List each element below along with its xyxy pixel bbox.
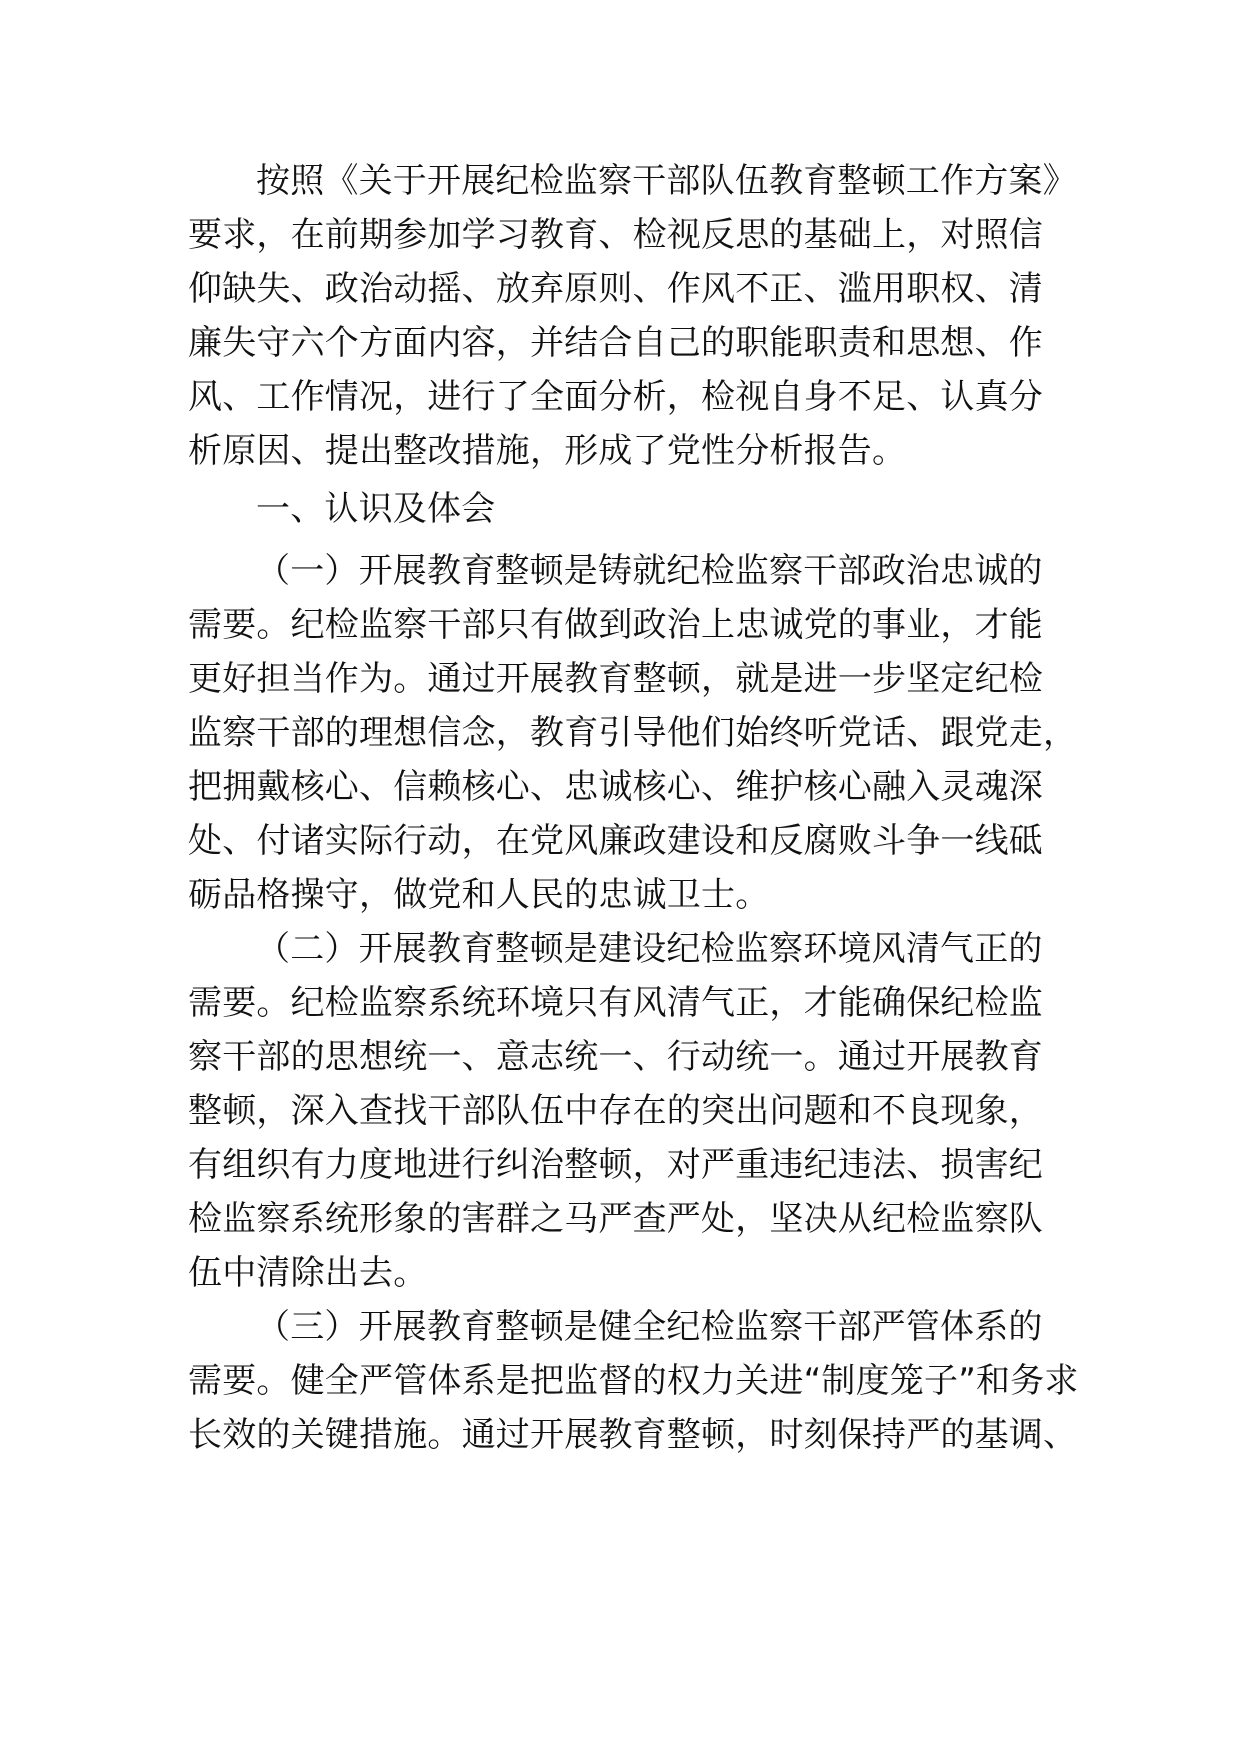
text-line: 需要。纪检监察干部只有做到政治上忠诚党的事业，才能 [188,605,1043,645]
text-line: （一）开展教育整顿是铸就纪检监察干部政治忠诚的 [256,551,1043,591]
text-line: 把拥戴核心、信赖核心、忠诚核心、维护核心融入灵魂深 [188,767,1043,807]
paragraph-point-1 [188,544,1078,922]
text-line: 更好担当作为。通过开展教育整顿，就是进一步坚定纪检 [188,659,1043,699]
section-heading-text: 一、认识及体会 [256,489,496,529]
text-line: 需要。纪检监察系统环境只有风清气正，才能确保纪检监 [188,983,1043,1023]
document-body [188,154,1079,1462]
paragraph-point-3 [188,1300,1079,1462]
text-line: 按照《关于开展纪检监察干部队伍教育整顿工作方案》 [256,161,1077,201]
text-line: 有组织有力度地进行纠治整顿，对严重违纪违法、损害纪 [188,1145,1043,1185]
text-line: 察干部的思想统一、意志统一、行动统一。通过开展教育 [188,1037,1043,1077]
text-line: 监察干部的理想信念，教育引导他们始终听党话、跟党走， [188,713,1078,753]
text-line: 仰缺失、政治动摇、放弃原则、作风不正、滥用职权、清 [188,269,1043,309]
text-line: 需要。健全严管体系是把监督的权力关进“制度笼子”和务求 [188,1361,1079,1401]
text-line: 整顿，深入查找干部队伍中存在的突出问题和不良现象， [188,1091,1043,1131]
text-line: 砺品格操守，做党和人民的忠诚卫士。 [188,875,770,915]
text-line: 析原因、提出整改措施，形成了党性分析报告。 [188,431,907,471]
text-line: （三）开展教育整顿是健全纪检监察干部严管体系的 [256,1307,1043,1347]
text-line: 伍中清除出去。 [188,1253,428,1293]
section-heading [188,482,1068,536]
text-line: 要求，在前期参加学习教育、检视反思的基础上，对照信 [188,215,1043,255]
paragraph-intro [188,154,1077,478]
text-line: 廉失守六个方面内容，并结合自己的职能职责和思想、作 [188,323,1043,363]
text-line: 风、工作情况，进行了全面分析，检视自身不足、认真分 [188,377,1043,417]
text-line: 检监察系统形象的害群之马严查严处，坚决从纪检监察队 [188,1199,1043,1239]
paragraph-point-2 [188,922,1068,1300]
text-line: 处、付诸实际行动，在党风廉政建设和反腐败斗争一线砥 [188,821,1043,861]
text-line: 长效的关键措施。通过开展教育整顿，时刻保持严的基调、 [188,1415,1078,1455]
text-line: （二）开展教育整顿是建设纪检监察环境风清气正的 [256,929,1043,969]
